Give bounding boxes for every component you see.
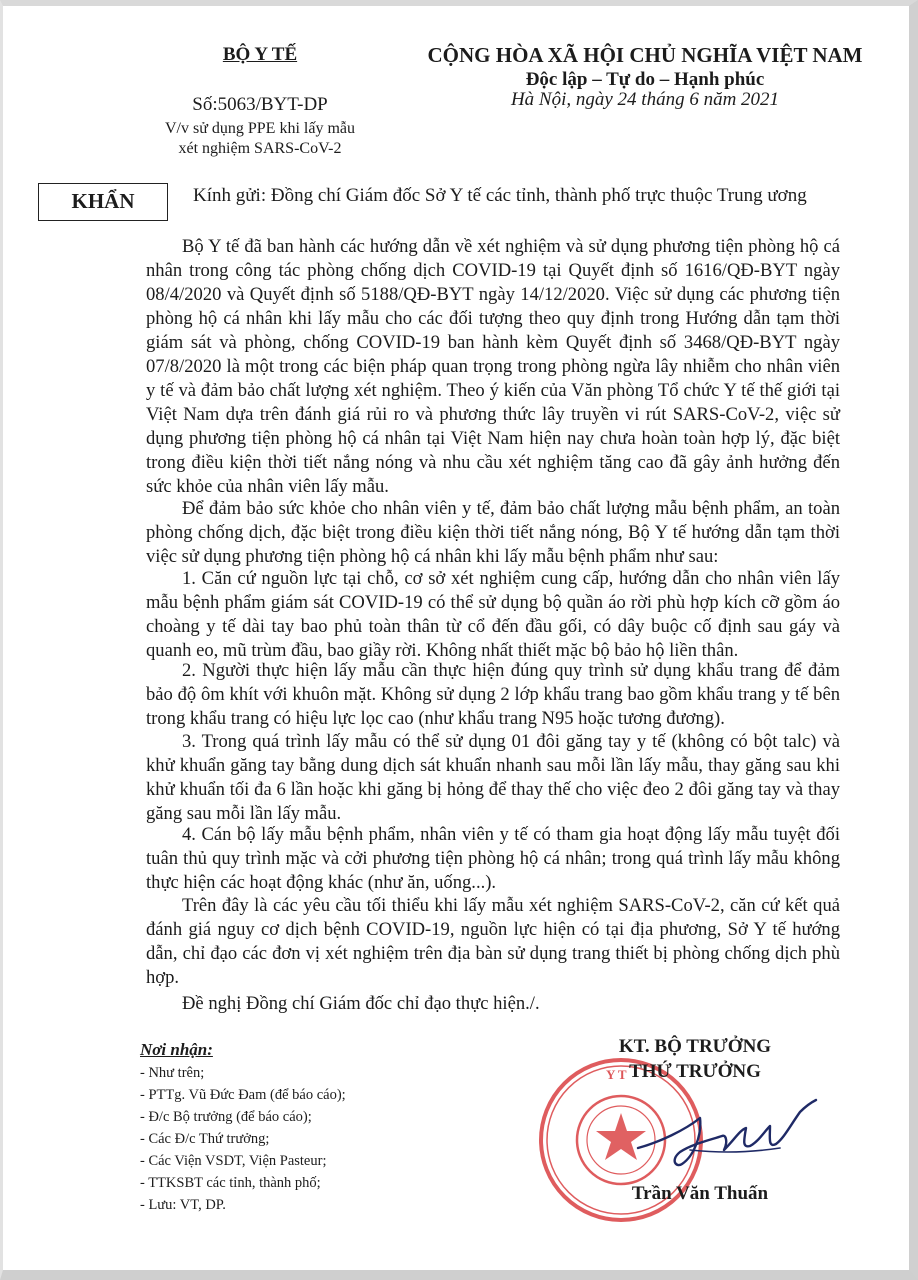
body-item-3: 3. Trong quá trình lấy mẫu có thể sử dụng 01 đôi găng tay y tế (không có bột talc) và khử khuẩn găng tay bằng dung dịch sát khuẩn nhanh sau mỗi lần lấy mẫu, thay găng sau khi khử khuẩn tối đa 6 lần hoặc khi găng bị hỏng để thay thế cho việc đeo 2 đôi găng tay và thay găng sau mỗi lần lấy mẫu. [146,731,840,824]
recipient-item: - Các Đ/c Thứ trưởng; [140,1131,270,1147]
body-paragraph-4: Đề nghị Đồng chí Giám đốc chỉ đạo thực hiện./. [182,993,540,1014]
body-item-4: 4. Cán bộ lấy mẫu bệnh phẩm, nhân viên y tế có tham gia hoạt động lấy mẫu tuyệt đối tuân thủ quy trình mặc và cởi phương tiện phòng hộ cá nhân; trong quá trình lấy mẫu không thực hiện các hoạt động khác (như ăn, uống...). [146,824,840,893]
recipients-list [140,1062,440,1216]
seal-text: Y T [606,1067,627,1082]
date-line: Hà Nội, ngày 24 tháng 6 năm 2021 [510,89,780,110]
subject-line-2: xét nghiệm SARS-CoV-2 [178,140,342,157]
document-number: Số:5063/BYT-DP [192,94,328,115]
recipient-item: - PTTg. Vũ Đức Đam (để báo cáo); [140,1087,346,1103]
recipient-item: - TTKSBT các tỉnh, thành phố; [140,1175,321,1191]
signature-title: THỨ TRƯỞNG [629,1061,761,1082]
recipient-item: - Lưu: VT, DP. [140,1197,226,1213]
signature-on-behalf: KT. BỘ TRƯỞNG [618,1036,772,1057]
signer-name: Trần Văn Thuấn [631,1183,769,1204]
recipient-item: - Đ/c Bộ trưởng (để báo cáo); [140,1109,312,1125]
nation-title: CỘNG HÒA XÃ HỘI CHỦ NGHĨA VIỆT NAM [427,43,863,67]
national-motto: Độc lập – Tự do – Hạnh phúc [525,69,765,90]
subject-line-1: V/v sử dụng PPE khi lấy mẫu [164,120,355,137]
body-paragraph-3: Trên đây là các yêu cầu tối thiểu khi lấy mẫu xét nghiệm SARS-CoV-2, căn cứ kết quả đánh giá nguy cơ dịch bệnh COVID-19, nguồn lực hiện có tại địa phương, Sở Y tế hướng dẫn, chỉ đạo các đơn vị xét nghiệm trên địa bàn sử dụng trang thiết bị phòng chống dịch phù hợp. [146,895,840,988]
recipient-item: - Như trên; [140,1065,205,1081]
urgent-badge: KHẨN [38,183,168,221]
recipients-title: Nơi nhận: [140,1040,213,1059]
body-item-2: 2. Người thực hiện lấy mẫu cần thực hiện đúng quy trình sử dụng khẩu trang để đảm bảo độ ôm khít với khuôn mặt. Không sử dụng 2 lớp khẩu trang bao gồm khẩu trang y tế bên trong khẩu trang có hiệu lực lọc cao (như khẩu trang N95 hoặc tương đương). [146,660,840,729]
recipient-item: - Các Viện VSDT, Viện Pasteur; [140,1153,327,1169]
handwritten-signature [630,1090,820,1180]
body-paragraph-1: Bộ Y tế đã ban hành các hướng dẫn về xét nghiệm và sử dụng phương tiện phòng hộ cá nhân trong công tác phòng chống dịch COVID-19 tại Quyết định số 1616/QĐ-BYT ngày 08/4/2020 và Quyết định số 5188/QĐ-BYT ngày 14/12/2020. Việc sử dụng các phương tiện phòng hộ cá nhân khi lấy mẫu cho các đối tượng theo quy định trong Hướng dẫn tạm thời giám sát và phòng, chống COVID-19 ban hành kèm Quyết định số 3468/QĐ-BYT ngày 07/8/2020 là một trong các biện pháp quan trọng trong phòng ngừa lây nhiễm cho nhân viên y tế và đảm bảo chất lượng xét nghiệm. Theo ý kiến của Văn phòng Tổ chức Y tế thế giới tại Việt Nam dựa trên đánh giá rủi ro và phương thức lây truyền vi rút SARS-CoV-2, việc sử dụng phương tiện phòng hộ cá nhân tại Việt Nam hiện nay chưa hoàn toàn hợp lý, đặc biệt trong điều kiện thời tiết nắng nóng và nhu cầu xét nghiệm tăng cao đã gây ảnh hưởng đến sức khỏe của nhân viên lấy mẫu. [146,236,840,497]
body-item-1: 1. Căn cứ nguồn lực tại chỗ, cơ sở xét nghiệm cung cấp, hướng dẫn cho nhân viên lấy mẫu bệnh phẩm giám sát COVID-19 có thể sử dụng bộ quần áo rời phù hợp kích cỡ gồm áo choàng y tế dài tay bao phủ toàn thân từ cổ đến đầu gối, có dây buộc cố định sau gáy và quanh eo, mũ trùm đầu, bao giầy rời. Không nhất thiết mặc bộ bảo hộ liền thân. [146,568,840,661]
ministry-name: BỘ Y TẾ [222,44,298,65]
recipient-line: Kính gửi: Đồng chí Giám đốc Sở Y tế các tỉnh, thành phố trực thuộc Trung ương [193,185,807,206]
body-paragraph-2: Để đảm bảo sức khỏe cho nhân viên y tế, đảm bảo chất lượng mẫu bệnh phẩm, an toàn phòng chống dịch, đặc biệt trong điều kiện thời tiết nắng nóng, Bộ Y tế hướng dẫn tạm thời việc sử dụng phương tiện phòng hộ cá nhân khi lấy mẫu bệnh phẩm như sau: [146,498,840,567]
document-subject [130,119,390,159]
